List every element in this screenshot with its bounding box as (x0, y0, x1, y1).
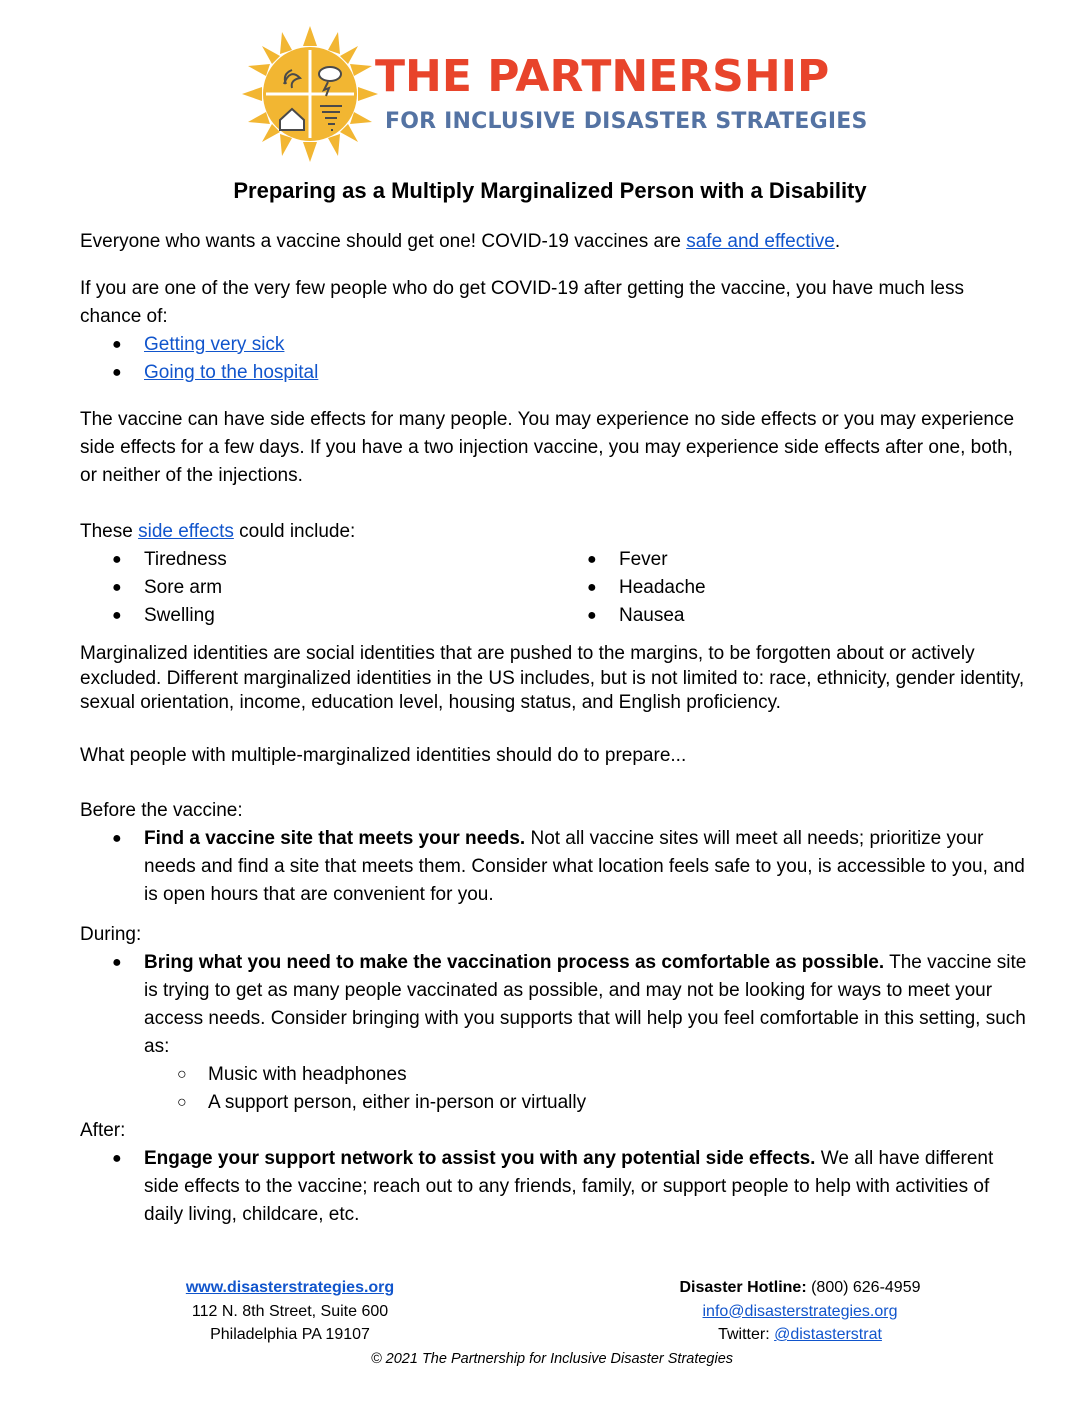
list-item: ● Swelling (80, 602, 555, 630)
organization-subtitle: FOR INCLUSIVE DISASTER STRATEGIES (385, 109, 868, 134)
side-effects-suffix: could include: (233, 521, 356, 542)
safe-and-effective-link[interactable]: safe and effective (686, 231, 835, 252)
organization-name: THE PARTNERSHIP (375, 51, 830, 102)
list-item (80, 1145, 1030, 1229)
before-heading: Before the vaccine: (80, 799, 243, 821)
document-body (80, 228, 1030, 1229)
list-item: ● Fever (555, 546, 1030, 574)
address-line-2: Philadelphia PA 19107 (210, 1326, 370, 1343)
before-text: Not all vaccine sites will meet all needs; prioritize your needs and find a site that meets them. Consider what location feels safe to you, is accessible to you, and is open hours that are convenient for you. (144, 827, 1025, 905)
side-effects-paragraph: The vaccine can have side effects for many people. You may experience no side effects or you may experience side effects for a few days. If you have a two injection vaccine, you may experience side effects after one, both, or neither of the injections. (80, 409, 1015, 486)
hotline (615, 1276, 985, 1300)
twitter-link[interactable]: @distasterstrat (774, 1326, 882, 1343)
footer-left (130, 1276, 450, 1347)
side-effects-right-list (555, 546, 1030, 630)
after-bold: Engage your support network to assist you with any potential side effects. (144, 1147, 816, 1169)
getting-very-sick-link[interactable]: Getting very sick (144, 334, 285, 355)
list-item: ○ A support person, either in-person or virtually (80, 1089, 1030, 1117)
prepare-heading: What people with multiple-marginalized identities should do to prepare... (80, 744, 687, 766)
document-title: Preparing as a Multiply Marginalized Person with a Disability (233, 178, 867, 203)
twitter (615, 1323, 985, 1347)
before-list (80, 825, 1030, 909)
organization-logo (240, 24, 880, 164)
after-list (80, 1145, 1030, 1229)
before-bold: Find a vaccine site that meets your needs. (144, 827, 526, 849)
footer-right (615, 1276, 985, 1347)
sun-logo-icon (240, 24, 380, 164)
twitter-label: Twitter: (718, 1326, 775, 1343)
hotline-label: Disaster Hotline: (679, 1279, 807, 1296)
intro-end: . (834, 231, 841, 252)
going-to-hospital-link[interactable]: Going to the hospital (144, 362, 319, 383)
list-item (80, 825, 1030, 909)
email-link[interactable]: info@disasterstrategies.org (702, 1302, 898, 1320)
during-bold: Bring what you need to make the vaccination process as comfortable as possible. (144, 951, 885, 973)
side-effects-left-list (80, 546, 555, 630)
during-sub-list (80, 1061, 1030, 1117)
marginalized-paragraph: Marginalized identities are social identities that are pushed to the margins, to be forgotten about or actively excluded. Different marginalized identities in the US includes, but is not limited to: race, ethnicity, gender identity, sexual orientation, income, education level, housing status, and English proficiency. (80, 643, 1025, 713)
side-effects-intro (80, 518, 1030, 546)
hotline-number: (800) 626-4959 (806, 1279, 921, 1296)
side-effects-columns (80, 546, 1030, 630)
list-item: ● Sore arm (80, 574, 555, 602)
list-item: ● Headache (555, 574, 1030, 602)
list-item (80, 949, 1030, 1061)
list-item: ● Nausea (555, 602, 1030, 630)
website-link[interactable]: www.disasterstrategies.org (185, 1279, 395, 1296)
list-item: ● Tiredness (80, 546, 555, 574)
during-heading: During: (80, 923, 142, 945)
during-list (80, 949, 1030, 1061)
list-item (80, 359, 1030, 387)
list-item (80, 331, 1030, 359)
chance-paragraph: If you are one of the very few people who do get COVID-19 after getting the vaccine, you have much less chance of: (80, 278, 965, 327)
chance-list (80, 331, 1030, 387)
during-text: The vaccine site is trying to get as many people vaccinated as possible, and may not be looking for ways to meet your access needs. Consider bringing with you supports that will help you feel comfortable in this setting, such as: (144, 951, 1027, 1057)
address-line-1: 112 N. 8th Street, Suite 600 (191, 1302, 389, 1320)
list-item: ○ Music with headphones (80, 1061, 1030, 1089)
intro-text: Everyone who wants a vaccine should get one! COVID-19 vaccines are (80, 231, 687, 252)
copyright: © 2021 The Partnership for Inclusive Disaster Strategies (370, 1351, 734, 1367)
intro-paragraph (80, 228, 1030, 256)
side-effects-link[interactable]: side effects (138, 521, 234, 542)
after-heading: After: (80, 1119, 126, 1141)
after-text: We all have different side effects to the vaccine; reach out to any friends, family, or support people to help with activities of daily living, childcare, etc. (144, 1147, 994, 1225)
side-effects-prefix: These (80, 521, 139, 542)
